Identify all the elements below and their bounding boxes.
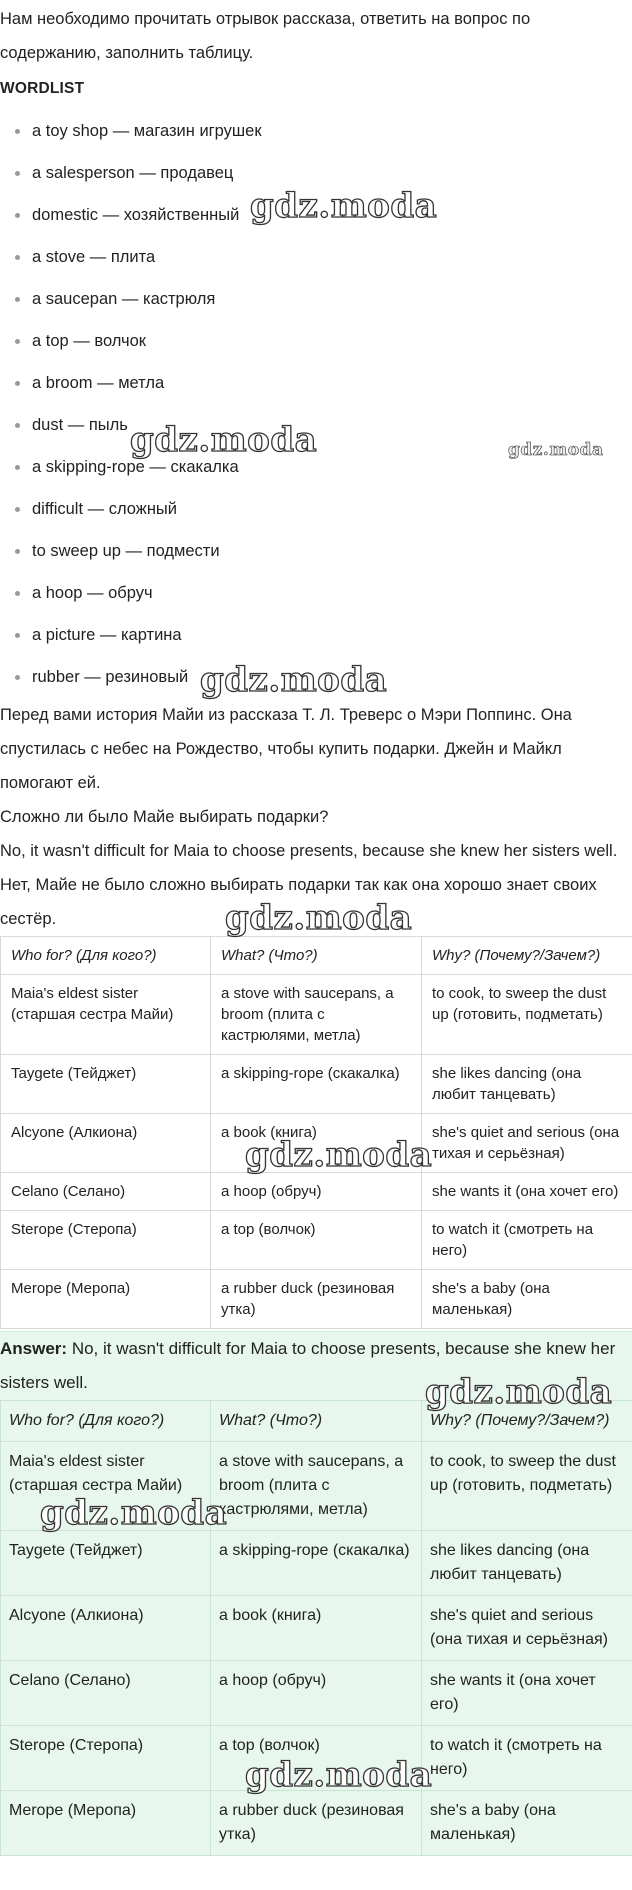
watermark-logo: gdz.moda [200, 660, 388, 700]
table-row [1, 1791, 632, 1856]
bullet-icon [15, 339, 20, 344]
table-header-cell: What? (Что?) [211, 937, 422, 975]
wordlist-item [0, 110, 632, 152]
wordlist-item-text: rubber — резиновый [32, 668, 189, 686]
bullet-icon [15, 381, 20, 386]
bullet-icon [15, 129, 20, 134]
bullet-icon [15, 297, 20, 302]
table-cell: Alcyone (Алкиона) [1, 1114, 211, 1173]
table-row [1, 1114, 632, 1173]
table-cell: a top (волчок) [211, 1726, 422, 1791]
table-row [1, 975, 632, 1055]
wordlist-item [0, 320, 632, 362]
table-cell: Sterope (Стеропа) [1, 1211, 211, 1270]
answer-text: No, it wasn't difficult for Maia to choose presents, because she knew her sisters well. Нет, Майе не было сложно выбирать подарки так как она хорошо знает своих сестёр. [0, 842, 618, 928]
bullet-icon [15, 633, 20, 638]
table-row [1, 1055, 632, 1114]
table-cell: Merope (Меропа) [1, 1791, 211, 1856]
watermark-logo: gdz.moda [508, 440, 604, 460]
table-cell: she likes dancing (она любит танцевать) [422, 1531, 632, 1596]
wordlist-item [0, 656, 632, 698]
wordlist-item [0, 362, 632, 404]
wordlist-item-text: a broom — метла [32, 374, 165, 392]
table-cell: a book (книга) [211, 1596, 422, 1661]
wordlist-item [0, 152, 632, 194]
bullet-icon [15, 255, 20, 260]
table-header-cell: Who for? (Для кого?) [1, 937, 211, 975]
table-cell: a book (книга) [211, 1114, 422, 1173]
table-cell: Alcyone (Алкиона) [1, 1596, 211, 1661]
watermark-logo: gdz.moda [225, 898, 413, 938]
table-cell: Sterope (Стеропа) [1, 1726, 211, 1791]
watermark-logo: gdz.moda [425, 1372, 613, 1412]
table-cell: to cook, to sweep the dust up (готовить, подметать) [422, 975, 632, 1055]
wordlist-item [0, 488, 632, 530]
table-header-cell: Who for? (Для кого?) [1, 1401, 211, 1442]
bullet-icon [15, 675, 20, 680]
table-row [1, 1531, 632, 1596]
table-row [1, 1726, 632, 1791]
table-row [1, 1270, 632, 1329]
table-cell: she's quiet and serious (она тихая и серьёзная) [422, 1114, 632, 1173]
story-intro: Перед вами история Майи из рассказа Т. Л. Треверс о Мэри Поппинс. Она спустилась с небес на Рождество, чтобы купить подарки. Джейн и Майкл помогают ей. [0, 706, 572, 792]
bullet-icon [15, 507, 20, 512]
table-cell: a rubber duck (резиновая утка) [211, 1270, 422, 1329]
wordlist-item [0, 530, 632, 572]
table-cell: she's quiet and serious (она тихая и серьёзная) [422, 1596, 632, 1661]
wordlist-item [0, 194, 632, 236]
table-cell: she wants it (она хочет его) [422, 1661, 632, 1726]
bullet-icon [15, 213, 20, 218]
wordlist-item [0, 236, 632, 278]
watermark-logo: gdz.moda [245, 1135, 433, 1175]
answer-box [0, 1331, 632, 1856]
wordlist-item [0, 446, 632, 488]
table-cell: Taygete (Тейджет) [1, 1055, 211, 1114]
table-row [1, 1442, 632, 1531]
table-cell: a hoop (обруч) [211, 1173, 422, 1211]
table-cell: she wants it (она хочет его) [422, 1173, 632, 1211]
wordlist-item-text: difficult — сложный [32, 500, 178, 518]
wordlist-item-text: a toy shop — магазин игрушек [32, 122, 262, 140]
wordlist-title: WORDLIST [0, 80, 85, 97]
table-header-cell: Why? (Почему?/Зачем?) [422, 937, 632, 975]
table-row [1, 1661, 632, 1726]
wordlist [0, 110, 632, 698]
table-cell: a stove with saucepans, a broom (плита с кастрюлями, метла) [211, 1442, 422, 1531]
bullet-icon [15, 465, 20, 470]
gift-table [0, 936, 632, 1329]
table-header-cell: What? (Что?) [211, 1401, 422, 1442]
table-cell: Celano (Селано) [1, 1661, 211, 1726]
table-cell: a hoop (обруч) [211, 1661, 422, 1726]
answer-body: No, it wasn't difficult for Maia to choose presents, because she knew her sisters well. [0, 1339, 616, 1392]
bullet-icon [15, 171, 20, 176]
table-header-row [1, 937, 632, 975]
watermark-logo: gdz.moda [245, 1755, 433, 1795]
table-header-row [1, 1401, 632, 1442]
wordlist-item-text: a hoop — обруч [32, 584, 153, 602]
question: Сложно ли было Майе выбирать подарки? [0, 808, 329, 826]
wordlist-item-text: a stove — плита [32, 248, 156, 266]
table-cell: a stove with saucepans, a broom (плита с кастрюлями, метла) [211, 975, 422, 1055]
table-cell: a skipping-rope (скакалка) [211, 1531, 422, 1596]
table-cell: a top (волчок) [211, 1211, 422, 1270]
wordlist-item-text: a skipping-rope — скакалка [32, 458, 239, 476]
wordlist-item [0, 404, 632, 446]
wordlist-item-text: to sweep up — подмести [32, 542, 220, 560]
task-intro: Нам необходимо прочитать отрывок рассказа, ответить на вопрос по содержанию, заполнить таблицу. [0, 10, 531, 62]
table-cell: Taygete (Тейджет) [1, 1531, 211, 1596]
watermark-logo: gdz.moda [40, 1493, 228, 1533]
wordlist-item [0, 278, 632, 320]
wordlist-item [0, 572, 632, 614]
wordlist-item-text: a picture — картина [32, 626, 182, 644]
bullet-icon [15, 591, 20, 596]
table-cell: Maia's eldest sister (старшая сестра Майи) [1, 975, 211, 1055]
wordlist-item-text: a salesperson — продавец [32, 164, 234, 182]
table-row [1, 1596, 632, 1661]
table-cell: Merope (Меропа) [1, 1270, 211, 1329]
bullet-icon [15, 549, 20, 554]
wordlist-item-text: dust — пыль [32, 416, 128, 434]
table-cell: to cook, to sweep the dust up (готовить, подметать) [422, 1442, 632, 1531]
answer-label: Answer: [0, 1339, 68, 1358]
table-cell: she's a baby (она маленькая) [422, 1791, 632, 1856]
wordlist-item-text: a saucepan — кастрюля [32, 290, 216, 308]
table-cell: a skipping-rope (скакалка) [211, 1055, 422, 1114]
answer-paragraph [0, 1332, 632, 1400]
wordlist-item-text: domestic — хозяйственный [32, 206, 240, 224]
table-cell: to watch it (смотреть на него) [422, 1211, 632, 1270]
table-cell: she likes dancing (она любит танцевать) [422, 1055, 632, 1114]
answer-table [0, 1400, 632, 1856]
table-cell: Celano (Селано) [1, 1173, 211, 1211]
wordlist-item-text: a top — волчок [32, 332, 147, 350]
table-row [1, 1173, 632, 1211]
table-cell: a rubber duck (резиновая утка) [211, 1791, 422, 1856]
bullet-icon [15, 423, 20, 428]
table-cell: she's a baby (она маленькая) [422, 1270, 632, 1329]
table-cell: Maia's eldest sister (старшая сестра Майи) [1, 1442, 211, 1531]
table-row [1, 1211, 632, 1270]
table-cell: to watch it (смотреть на него) [422, 1726, 632, 1791]
watermark-logo: gdz.moda [250, 186, 438, 226]
table-header-cell: Why? (Почему?/Зачем?) [422, 1401, 632, 1442]
wordlist-item [0, 614, 632, 656]
watermark-logo: gdz.moda [130, 420, 318, 460]
